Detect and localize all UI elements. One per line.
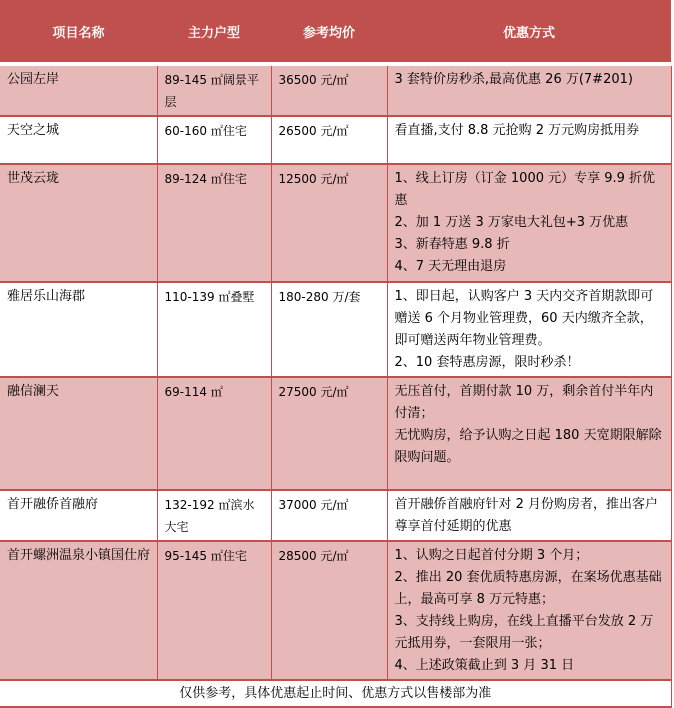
table-row [0, 541, 671, 680]
offers [387, 116, 671, 164]
table-row [0, 64, 671, 116]
offers [387, 64, 671, 116]
offer-line: 2、推出 20 套优质特惠房源，在案场优惠基础上，最高可享 8 万元特惠； [394, 570, 662, 607]
avg-price: 26500 元/㎡ [271, 116, 387, 164]
project-name: 融信澜天 [0, 377, 157, 490]
unit-type: 132-192 ㎡滨水大宅 [157, 490, 271, 541]
unit-type: 89-145 ㎡阔景平层 [157, 64, 271, 116]
avg-price: 12500 元/㎡ [271, 164, 387, 282]
header-unit-type: 主力户型 [157, 0, 271, 64]
unit-type: 110-139 ㎡叠墅 [157, 282, 271, 377]
project-name: 公园左岸 [0, 64, 157, 116]
unit-type: 60-160 ㎡住宅 [157, 116, 271, 164]
table-row [0, 164, 671, 282]
offer-line: 4、7 天无理由退房 [394, 259, 507, 274]
offer-line: 2、10 套特惠房源，限时秒杀！ [394, 355, 580, 370]
table-row [0, 490, 671, 541]
unit-type: 89-124 ㎡住宅 [157, 164, 271, 282]
header-row [0, 0, 671, 64]
avg-price: 36500 元/㎡ [271, 64, 387, 116]
avg-price: 180-280 万/套 [271, 282, 387, 377]
offer-line: 无压首付，首期付款 10 万，剩余首付半年内付清； [394, 384, 654, 421]
header-avg-price: 参考均价 [271, 0, 387, 64]
offer-line: 无忧购房，给予认购之日起 180 天宽期限解除限购问题。 [394, 428, 662, 465]
offers [387, 164, 671, 282]
table-row [0, 282, 671, 377]
offer-line: 3、支持线上购房，在线上直播平台发放 2 万元抵用券，一套限用一张； [394, 614, 654, 651]
offers [387, 377, 671, 490]
offer-line: 1、即日起，认购客户 3 天内交齐首期款即可赠送 6 个月物业管理费，60 天内缴齐全款，即可赠送两年物业管理费。 [394, 289, 654, 348]
offer-line: 3 套特价房秒杀,最高优惠 26 万(7#201) [394, 72, 633, 87]
avg-price: 27500 元/㎡ [271, 377, 387, 490]
project-name: 世茂云珑 [0, 164, 157, 282]
table-row [0, 116, 671, 164]
project-name: 雅居乐山海郡 [0, 282, 157, 377]
unit-type: 69-114 ㎡ [157, 377, 271, 490]
header-project-name: 项目名称 [0, 0, 157, 64]
project-name: 首开融侨首融府 [0, 490, 157, 541]
unit-type: 95-145 ㎡住宅 [157, 541, 271, 680]
offer-line: 4、上述政策截止到 3 月 31 日 [394, 658, 575, 673]
header-offers: 优惠方式 [387, 0, 671, 64]
offer-line: 1、认购之日起首付分期 3 个月； [394, 548, 589, 563]
avg-price: 37000 元/㎡ [271, 490, 387, 541]
offer-line: 3、新春特惠 9.8 折 [394, 237, 510, 252]
offer-line: 看直播,支付 8.8 元抢购 2 万元购房抵用券 [394, 123, 640, 138]
offers [387, 541, 671, 680]
offer-line: 首开融侨首融府针对 2 月份购房者，推出客户尊享首付延期的优惠 [394, 497, 659, 534]
footnote: 仅供参考，具体优惠起止时间、优惠方式以售楼部为准 [0, 680, 671, 707]
project-name: 首开螺洲温泉小镇国仕府 [0, 541, 157, 680]
avg-price: 28500 元/㎡ [271, 541, 387, 680]
offer-line: 1、线上订房（订金 1000 元）专享 9.9 折优惠 [394, 171, 656, 208]
table-row [0, 377, 671, 490]
offers [387, 490, 671, 541]
offers [387, 282, 671, 377]
offer-line: 2、加 1 万送 3 万家电大礼包+3 万优惠 [394, 215, 629, 230]
project-name: 天空之城 [0, 116, 157, 164]
